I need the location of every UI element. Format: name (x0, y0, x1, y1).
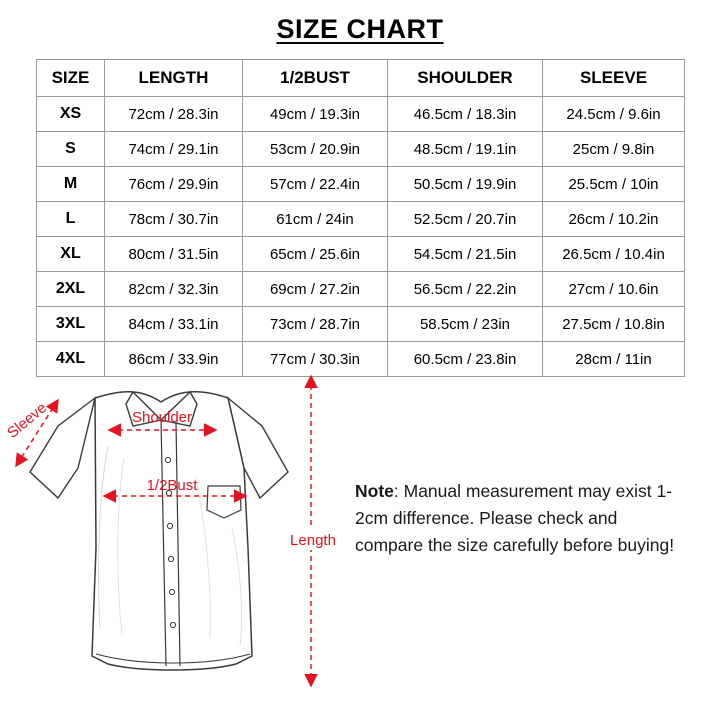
cell-sleeve: 26cm / 10.2in (543, 202, 685, 237)
column-header-shoulder: SHOULDER (388, 60, 543, 97)
table-row (37, 132, 685, 167)
sleeve-label: Sleeve (4, 399, 51, 442)
cell-half-bust: 65cm / 25.6in (243, 237, 388, 272)
button (168, 556, 173, 561)
shirt-diagram (0, 368, 345, 720)
half-bust-label: 1/2Bust (146, 477, 198, 494)
table-row (37, 237, 685, 272)
cell-length: 74cm / 29.1in (105, 132, 243, 167)
shirt-measurement-svg (0, 368, 345, 720)
table-row (37, 97, 685, 132)
cell-length: 80cm / 31.5in (105, 237, 243, 272)
cell-size: XS (37, 97, 105, 132)
cell-size: M (37, 167, 105, 202)
table-row (37, 202, 685, 237)
cell-length: 72cm / 28.3in (105, 97, 243, 132)
length-label: Length (290, 532, 336, 549)
cell-shoulder: 50.5cm / 19.9in (388, 167, 543, 202)
cell-size: 3XL (37, 307, 105, 342)
button (167, 523, 172, 528)
cell-shoulder: 58.5cm / 23in (388, 307, 543, 342)
cell-size: L (37, 202, 105, 237)
cell-length: 78cm / 30.7in (105, 202, 243, 237)
cell-sleeve: 27cm / 10.6in (543, 272, 685, 307)
cell-shoulder: 46.5cm / 18.3in (388, 97, 543, 132)
cell-shoulder: 54.5cm / 21.5in (388, 237, 543, 272)
button (170, 622, 175, 627)
table-header-row (37, 60, 685, 97)
cell-half-bust: 77cm / 30.3in (243, 342, 388, 377)
size-table-container (36, 59, 684, 377)
cell-sleeve: 25.5cm / 10in (543, 167, 685, 202)
diagram-and-note (0, 368, 720, 720)
cell-sleeve: 24.5cm / 9.6in (543, 97, 685, 132)
cell-sleeve: 27.5cm / 10.8in (543, 307, 685, 342)
size-table (36, 59, 685, 377)
table-row (37, 307, 685, 342)
cell-sleeve: 25cm / 9.8in (543, 132, 685, 167)
cell-shoulder: 56.5cm / 22.2in (388, 272, 543, 307)
cell-length: 86cm / 33.9in (105, 342, 243, 377)
page-title: SIZE CHART (276, 14, 444, 44)
cell-shoulder: 60.5cm / 23.8in (388, 342, 543, 377)
cell-shoulder: 48.5cm / 19.1in (388, 132, 543, 167)
cell-size: S (37, 132, 105, 167)
cell-half-bust: 61cm / 24in (243, 202, 388, 237)
cell-shoulder: 52.5cm / 20.7in (388, 202, 543, 237)
cell-length: 76cm / 29.9in (105, 167, 243, 202)
cell-half-bust: 73cm / 28.7in (243, 307, 388, 342)
note-prefix: Note (355, 481, 394, 501)
shirt-body-shape (92, 392, 252, 670)
cell-size: 4XL (37, 342, 105, 377)
cell-length: 84cm / 33.1in (105, 307, 243, 342)
table-row (37, 167, 685, 202)
button (169, 589, 174, 594)
cell-length: 82cm / 32.3in (105, 272, 243, 307)
column-header-half-bust: 1/2BUST (243, 60, 388, 97)
button (165, 457, 170, 462)
column-header-length: LENGTH (105, 60, 243, 97)
cell-half-bust: 57cm / 22.4in (243, 167, 388, 202)
column-header-sleeve: SLEEVE (543, 60, 685, 97)
cell-size: XL (37, 237, 105, 272)
column-header-size: SIZE (37, 60, 105, 97)
cell-half-bust: 69cm / 27.2in (243, 272, 388, 307)
cell-size: 2XL (37, 272, 105, 307)
note-text (355, 478, 685, 559)
table-row (37, 272, 685, 307)
note-body: : Manual measurement may exist 1-2cm difference. Please check and compare the size carefully before buying! (355, 481, 675, 556)
cell-sleeve: 26.5cm / 10.4in (543, 237, 685, 272)
shoulder-label: Shoulder (131, 409, 193, 426)
cell-sleeve: 28cm / 11in (543, 342, 685, 377)
cell-half-bust: 53cm / 20.9in (243, 132, 388, 167)
cell-half-bust: 49cm / 19.3in (243, 97, 388, 132)
